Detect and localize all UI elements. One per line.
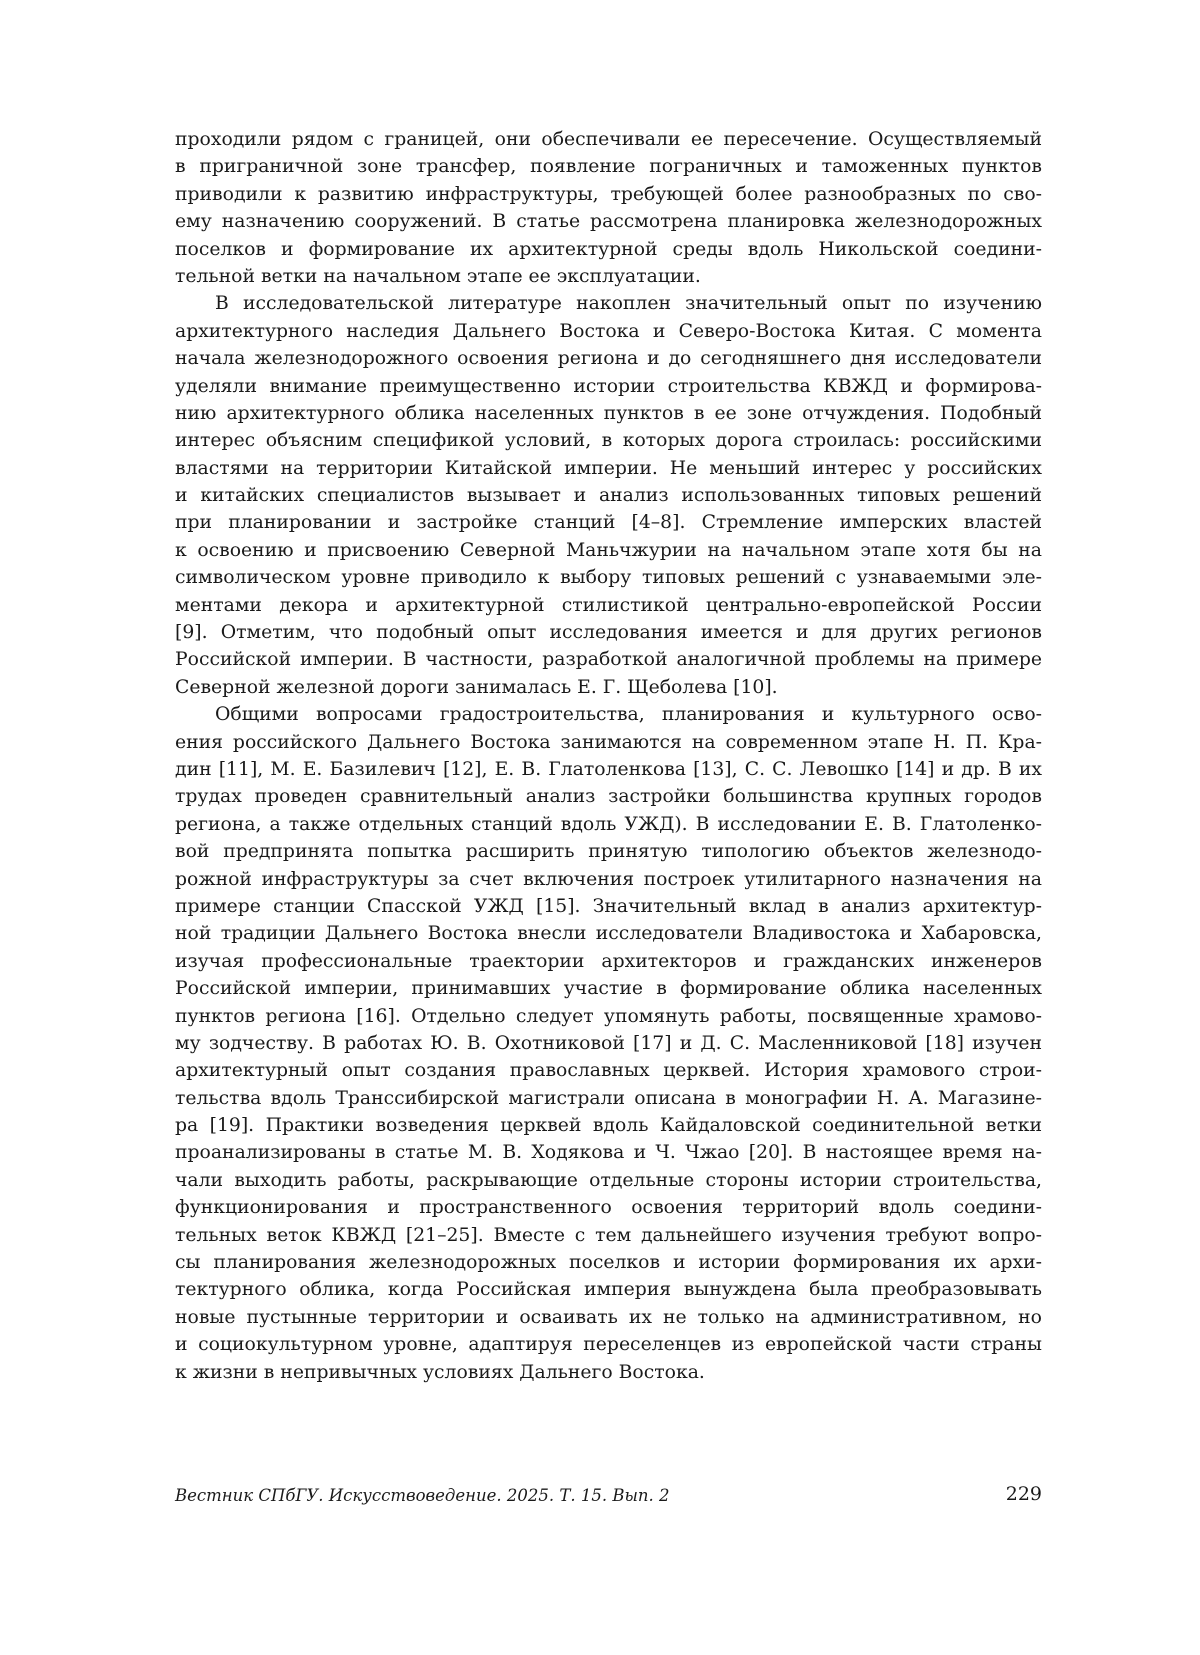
text-line: региона, а также отдельных станций вдоль УЖД). В исследовании Е. В. Глатоленко- (175, 813, 1042, 835)
text-line: приводили к развитию инфраструктуры, требующей более разнообразных по сво- (175, 183, 1042, 205)
text-line: му зодчеству. В работах Ю. В. Охотниковой [17] и Д. С. Масленниковой [18] изучен (175, 1032, 1042, 1054)
text-line: ментами декора и архитектурной стилистикой центрально-европейской России (175, 594, 1042, 616)
text-line: В исследовательской литературе накоплен значительный опыт по изучению (215, 293, 1042, 315)
paragraph (175, 290, 1042, 701)
text-line: к освоению и присвоению Северной Маньчжурии на начальном этапе хотя бы на (175, 539, 1042, 561)
page-number: 229 (1005, 1483, 1042, 1505)
text-line: дин [11], М. Е. Базилевич [12], Е. В. Глатоленкова [13], С. С. Левошко [14] и др. В их (175, 758, 1042, 780)
text-line: изучая профессиональные траектории архитекторов и гражданских инженеров (175, 950, 1042, 972)
text-line: новые пустынные территории и осваивать их не только на административном, но (175, 1306, 1042, 1328)
text-line: поселков и формирование их архитектурной среды вдоль Никольской соедини- (175, 238, 1042, 260)
text-line: трудах проведен сравнительный анализ застройки большинства крупных городов (175, 786, 1042, 808)
text-line: [9]. Отметим, что подобный опыт исследования имеется и для других регионов (175, 622, 1042, 644)
footer-journal-citation: Вестник СПбГУ. Искусствоведение. 2025. Т. 15. Вып. 2 (175, 1486, 670, 1505)
text-line: символическом уровне приводило к выбору типовых решений с узнаваемыми эле- (175, 567, 1042, 589)
text-line: при планировании и застройке станций [4–8]. Стремление имперских властей (175, 512, 1042, 534)
paragraph (175, 126, 1042, 290)
text-line: властями на территории Китайской империи. Не меньший интерес у российских (175, 457, 1042, 479)
text-line: тельных веток КВЖД [21–25]. Вместе с тем дальнейшего изучения требуют вопро- (175, 1224, 1042, 1246)
text-line: функционирования и пространственного освоения территорий вдоль соедини- (175, 1197, 1042, 1219)
text-line: рожной инфраструктуры за счет включения построек утилитарного назначения на (175, 868, 1042, 890)
text-line: тектурного облика, когда Российская империя вынуждена была преобразовывать (175, 1279, 1042, 1301)
text-line: архитектурного наследия Дальнего Востока и Северо-Востока Китая. С момента (175, 320, 1042, 342)
text-line: ения российского Дальнего Востока занимаются на современном этапе Н. П. Кра- (175, 731, 1042, 753)
text-line: и социокультурном уровне, адаптируя переселенцев из европейской части страны (175, 1334, 1042, 1356)
text-line: начала железнодорожного освоения региона и до сегодняшнего дня исследователи (175, 348, 1042, 370)
text-line: к жизни в непривычных условиях Дальнего Востока. (175, 1361, 705, 1383)
text-line: тельной ветки на начальном этапе ее эксплуатации. (175, 265, 701, 287)
text-line: вой предпринята попытка расширить принятую типологию объектов железнодо- (175, 841, 1042, 863)
paragraph (175, 701, 1042, 1386)
text-line: чали выходить работы, раскрывающие отдельные стороны истории строительства, (175, 1169, 1042, 1191)
text-line: Северной железной дороги занималась Е. Г. Щеболева [10]. (175, 676, 778, 698)
text-line: интерес объясним спецификой условий, в которых дорога строилась: российскими (175, 430, 1042, 452)
text-line: пунктов региона [16]. Отдельно следует упомянуть работы, посвященные храмово- (175, 1005, 1042, 1027)
text-line: проходили рядом с границей, они обеспечивали ее пересечение. Осуществляемый (175, 129, 1042, 150)
text-line: сы планирования железнодорожных поселков и истории формирования их архи- (175, 1252, 1042, 1274)
text-line: ра [19]. Практики возведения церквей вдоль Кайдаловской соединительной ветки (175, 1115, 1042, 1137)
text-line: нию архитектурного облика населенных пунктов в ее зоне отчуждения. Подобный (175, 402, 1042, 424)
text-line: ной традиции Дальнего Востока внесли исследователи Владивостока и Хабаровска, (175, 923, 1042, 945)
text-line: уделяли внимание преимущественно истории строительства КВЖД и формирова- (175, 375, 1042, 397)
text-line: примере станции Спасской УЖД [15]. Значительный вклад в анализ архитектур- (175, 895, 1042, 917)
text-line: Российской империи, принимавших участие в формирование облика населенных (175, 978, 1042, 1000)
text-line: архитектурный опыт создания православных церквей. История храмового строи- (175, 1060, 1042, 1082)
text-line: ему назначению сооружений. В статье рассмотрена планировка железнодорожных (175, 211, 1042, 233)
text-line: Российской империи. В частности, разработкой аналогичной проблемы на примере (175, 649, 1042, 671)
text-line: и китайских специалистов вызывает и анализ использованных типовых решений (175, 485, 1042, 507)
text-line: в приграничной зоне трансфер, появление пограничных и таможенных пунктов (175, 156, 1042, 178)
text-line: Общими вопросами градостроительства, планирования и культурного осво- (215, 704, 1042, 726)
text-line: тельства вдоль Транссибирской магистрали описана в монографии Н. А. Магазине- (175, 1087, 1042, 1109)
text-line: проанализированы в статье М. В. Ходякова и Ч. Чжао [20]. В настоящее время на- (175, 1142, 1042, 1164)
body-text (175, 126, 1042, 1386)
